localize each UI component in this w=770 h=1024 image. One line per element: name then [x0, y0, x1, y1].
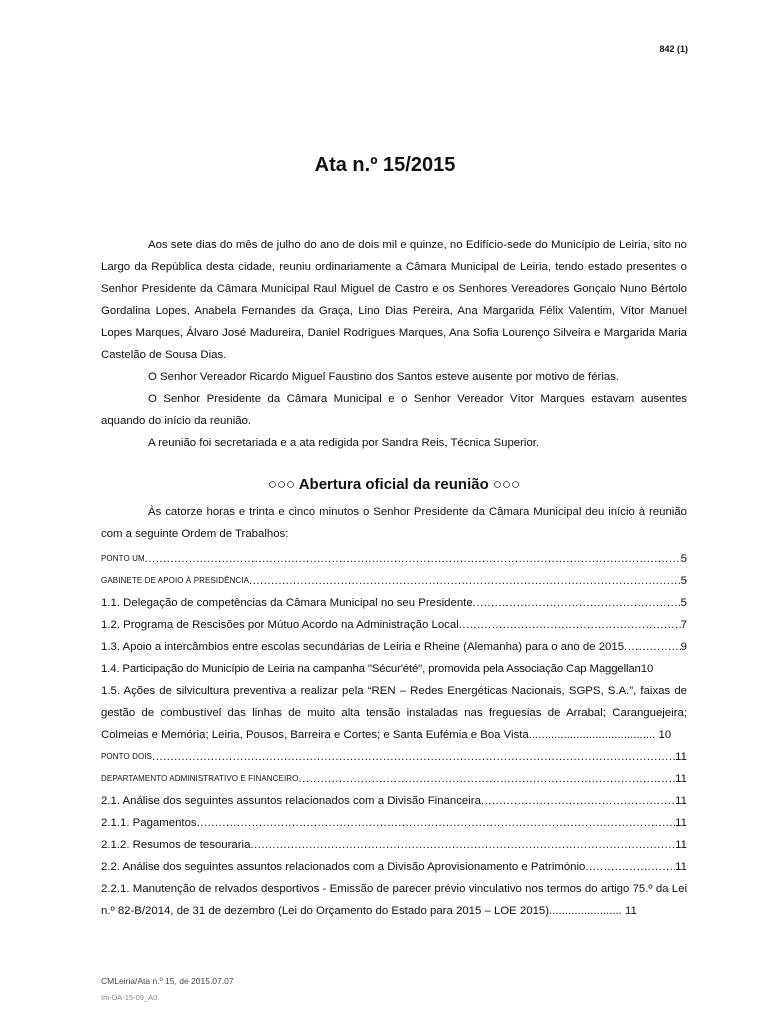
toc-entry-label: DEPARTAMENTO ADMINISTRATIVO E FINANCEIRO [101, 774, 299, 783]
toc-leader [152, 746, 675, 768]
toc-leader [197, 812, 676, 834]
toc-entry-page: 11 [675, 795, 687, 807]
toc-entry [101, 658, 687, 680]
toc-entry-page: 5 [680, 553, 687, 565]
toc-entry [101, 746, 687, 768]
toc-entry [101, 548, 687, 570]
footer-code: Im-DA-15-09_A0 [101, 993, 158, 1002]
opening-paragraph: Às catorze horas e trinta e cinco minutos o Senhor Presidente da Câmara Municipal deu início à reunião com a seguinte Ordem de Trabalhos: [101, 506, 687, 540]
toc-entry [101, 812, 687, 834]
toc-leader [481, 790, 675, 812]
toc-leader [145, 548, 681, 570]
toc-entry [101, 636, 687, 658]
section-heading: ○○○ Abertura oficial da reunião ○○○ [267, 476, 521, 493]
toc-leader: ........................................ [528, 729, 659, 741]
toc-entry [101, 592, 687, 614]
toc-entry-page: 11 [675, 773, 687, 785]
toc-leader: ....................... [549, 905, 626, 917]
toc-leader [459, 614, 681, 636]
toc-leader [249, 570, 681, 592]
intro-paragraph: Aos sete dias do mês de julho do ano de dois mil e quinze, no Edifício-sede do Município de Leiria, sito no Largo da República desta cidade, reuniu ordinariamente a Câmara Municipal de Leiria, tendo estado presentes o Senhor Presidente da Câmara Municipal Raul Miguel de Castro e os Senhores Vereadores Gonçalo Nuno Bértolo Gordalina Lopes, Anabela Fernandes da Graça, Lino Dias Pereira, Ana Margarida Félix Valentim, Vítor Manuel Lopes Marques, Álvaro José Madureira, Daniel Rodrigues Marques, Ana Sofia Lourenço Silveira e Margarida Maria Castelão de Sousa Dias. [101, 239, 687, 361]
toc-entry-page: 10 [640, 663, 654, 675]
toc-entry-label: PONTO DOIS [101, 752, 153, 761]
toc-entry [101, 570, 687, 592]
toc-entry-label: 1.2. Programa de Rescisões por Mútuo Acordo na Administração Local [101, 619, 459, 631]
toc-entry [101, 834, 687, 856]
toc-leader [473, 592, 681, 614]
toc-leader [585, 856, 675, 878]
toc-leader [624, 636, 681, 658]
toc-entry-label: 1.3. Apoio a intercâmbios entre escolas secundárias de Leiria e Rheine (Alemanha) para o ano de 2015 [101, 641, 625, 653]
page-title: Ata n.º 15/2015 [314, 154, 456, 176]
footer-reference: CMLeiria/Ata n.º 15, de 2015.07.07 [101, 976, 234, 986]
toc-entry-label: 2.1.1. Pagamentos [101, 817, 197, 829]
toc-entry-page: 10 [658, 729, 672, 741]
toc-entry-label: 2.1.2. Resumos de tesouraria [101, 839, 251, 851]
table-of-contents [101, 548, 687, 922]
toc-entry-page: 11 [675, 817, 687, 829]
toc-entry [101, 856, 687, 878]
toc-entry-label: GABINETE DE APOIO À PRESIDÊNCIA [101, 576, 250, 585]
toc-entry-page: 7 [680, 619, 687, 631]
toc-entry-page: 9 [680, 641, 687, 653]
toc-entry-page: 11 [675, 751, 687, 763]
secretary-paragraph: A reunião foi secretariada e a ata redigida por Sandra Reis, Técnica Superior. [148, 437, 540, 449]
toc-entry [101, 878, 687, 922]
toc-entry [101, 680, 687, 746]
page-number: 842 (1) [659, 44, 688, 54]
toc-entry-page: 5 [680, 575, 687, 587]
toc-leader [250, 834, 675, 856]
toc-entry-page: 11 [675, 839, 687, 851]
toc-entry-label: 1.5. Ações de silvicultura preventiva a realizar pela “REN – Redes Energéticas Nacionais, SGPS, S.A.”, faixas de gestão de combustível das linhas de muito alta tensão instaladas nas freguesias de Arrabal; Caranguejeira; Colmeias e Memória; Leiria, Pousos, Barreira e Cortes; e Santa Eufémia e Boa Vista [101, 685, 687, 741]
toc-entry-label: 1.1. Delegação de competências da Câmara Municipal no seu Presidente [101, 597, 473, 609]
toc-entry-page: 5 [680, 597, 687, 609]
toc-entry [101, 768, 687, 790]
document-body [101, 234, 687, 922]
toc-entry-label: 2.2.1. Manutenção de relvados desportivos - Emissão de parecer prévio vinculativo nos termos do artigo 75.º da Lei n.º 82-B/2014, de 31 de dezembro (Lei do Orçamento do Estado para 2015 – LOE 2015) [101, 883, 687, 917]
toc-entry-label: 1.4. Participação do Município de Leiria na campanha "Sécur'été", promovida pela Associação Cap Maggellan [101, 663, 641, 675]
toc-leader [299, 768, 676, 790]
toc-entry [101, 790, 687, 812]
absence-paragraph: O Senhor Vereador Ricardo Miguel Faustino dos Santos esteve ausente por motivo de férias. [148, 371, 620, 383]
toc-entry-page: 11 [675, 861, 687, 873]
toc-entry-label: 2.1. Análise dos seguintes assuntos relacionados com a Divisão Financeira [101, 795, 481, 807]
toc-entry [101, 614, 687, 636]
toc-entry-label: PONTO UM [101, 554, 145, 563]
arrival-paragraph: O Senhor Presidente da Câmara Municipal e o Senhor Vereador Vítor Marques estavam ausentes aquando do início da reunião. [101, 393, 687, 427]
toc-entry-label: 2.2. Análise dos seguintes assuntos relacionados com a Divisão Aprovisionamento e Património [101, 861, 586, 873]
toc-entry-page: 11 [625, 905, 637, 917]
